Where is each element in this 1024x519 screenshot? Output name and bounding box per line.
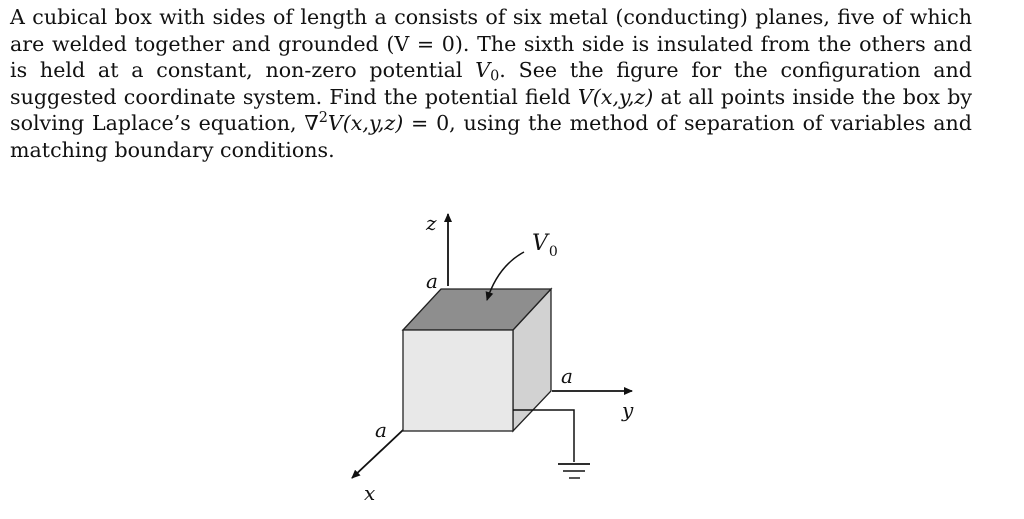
problem-text-part-3: at all points inside the box by solving Laplace’s equation,: [10, 84, 973, 136]
top-edge-label: a: [426, 269, 438, 293]
v0-symbol: V: [475, 58, 491, 83]
x-axis-label: x: [364, 481, 376, 505]
potential-symbol: V: [532, 231, 548, 256]
v0-subscript: 0: [490, 68, 500, 85]
cube-front-face: [403, 330, 513, 431]
potential-label: [532, 231, 558, 260]
field-expression: V(x,y,z): [577, 84, 654, 109]
laplacian-symbol: ∇: [304, 111, 319, 136]
problem-text-part-4: = 0, using the method of separation of variables and matching boundary conditions.: [10, 111, 972, 162]
problem-text-part-2: . See the figure for the configuration and suggested coordinate system. Find the potential field: [10, 58, 972, 109]
z-axis-label: z: [426, 211, 437, 235]
problem-text-part-1: A cubical box with sides of length a consists of six metal (conducting) planes, five of which are welded together and grounded (V = 0). The sixth side is insulated from the others and is held at a constant, non-zero potential: [10, 5, 972, 83]
laplace-expression: V(x,y,z): [327, 111, 404, 136]
x-axis-edge-label: a: [375, 418, 387, 442]
ground-symbol: [558, 464, 590, 478]
laplacian-power: 2: [318, 110, 328, 127]
side-edge-label: a: [561, 364, 573, 388]
potential-subscript: 0: [548, 244, 558, 260]
y-axis-label: y: [622, 398, 634, 422]
